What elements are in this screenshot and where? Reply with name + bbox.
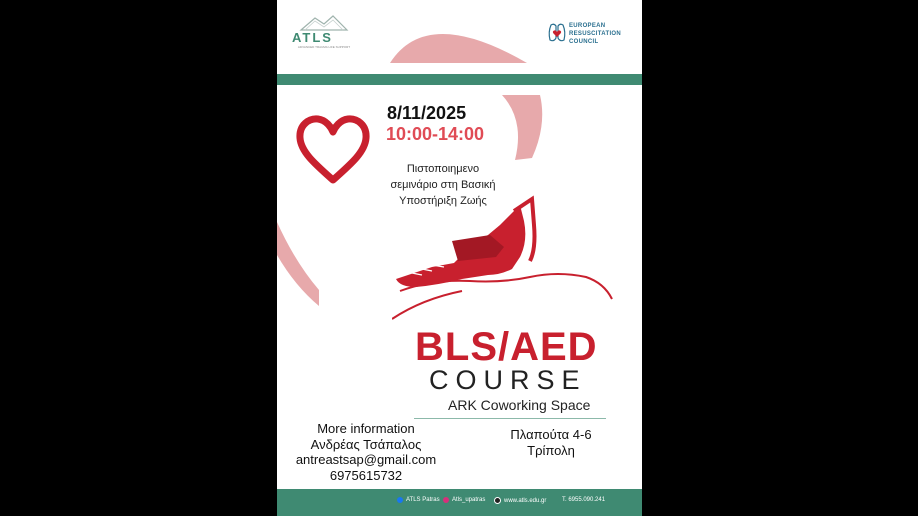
contact-name: Ανδρέας Τσάπαλος: [310, 436, 422, 452]
website-icon: [494, 497, 501, 504]
footer-phone-text: T. 6955.090.241: [562, 497, 606, 503]
address-street: Πλαπούτα 4-6: [510, 427, 592, 442]
atls-logo-subtitle: ADVANCED TRAUMA LIFE SUPPORT: [297, 45, 351, 49]
right-pink-arc: [502, 95, 542, 160]
top-green-band: [277, 74, 642, 85]
footer-phone: [562, 497, 605, 503]
facebook-icon: [397, 497, 403, 503]
footer-website-text: www.atls.edu.gr: [504, 497, 547, 504]
event-date: 8/11/2025: [387, 103, 467, 123]
erc-line-2: RESUSCITATION: [569, 31, 622, 37]
contact-label: More information: [317, 421, 415, 436]
footer-instagram: [443, 497, 485, 503]
contact-email: antreastsap@gmail.com: [295, 452, 437, 467]
address: [491, 427, 611, 458]
top-pink-arc: [390, 34, 527, 63]
footer-facebook-text: ATLS Patras: [406, 497, 440, 503]
instagram-icon: [443, 497, 449, 503]
contact-phone: 6975615732: [329, 467, 403, 483]
erc-logo-text: [569, 22, 621, 46]
erc-line-3: COUNCIL: [569, 39, 599, 45]
footer-facebook: [397, 497, 440, 503]
course-title: BLS/AED: [415, 325, 598, 369]
event-subtitle-line-2: σεμινάριο στη Βασική: [390, 179, 496, 191]
course-subtitle: COURSE: [429, 365, 587, 395]
divider: [414, 418, 606, 419]
course-venue: ARK Coworking Space: [448, 397, 591, 413]
footer-website: [494, 497, 546, 504]
footer-instagram-text: Atls_upatras: [452, 497, 486, 503]
course-poster: [277, 0, 642, 516]
event-subtitle-line-3: Υποστήριξη Ζωής: [399, 195, 487, 207]
heart-icon: [295, 112, 371, 188]
event-time: 10:00-14:00: [386, 124, 485, 144]
erc-line-1: EUROPEAN: [569, 23, 606, 29]
event-subtitle-line-1: Πιστοποιημενο: [406, 163, 480, 175]
address-city: Τρίπολη: [527, 442, 575, 458]
erc-heart-logo-icon: [547, 20, 567, 44]
contact-info: [291, 421, 441, 483]
cpr-hands-icon: [392, 195, 617, 325]
left-pink-band: [277, 222, 319, 306]
atls-logo-text: ATLS: [292, 30, 333, 45]
